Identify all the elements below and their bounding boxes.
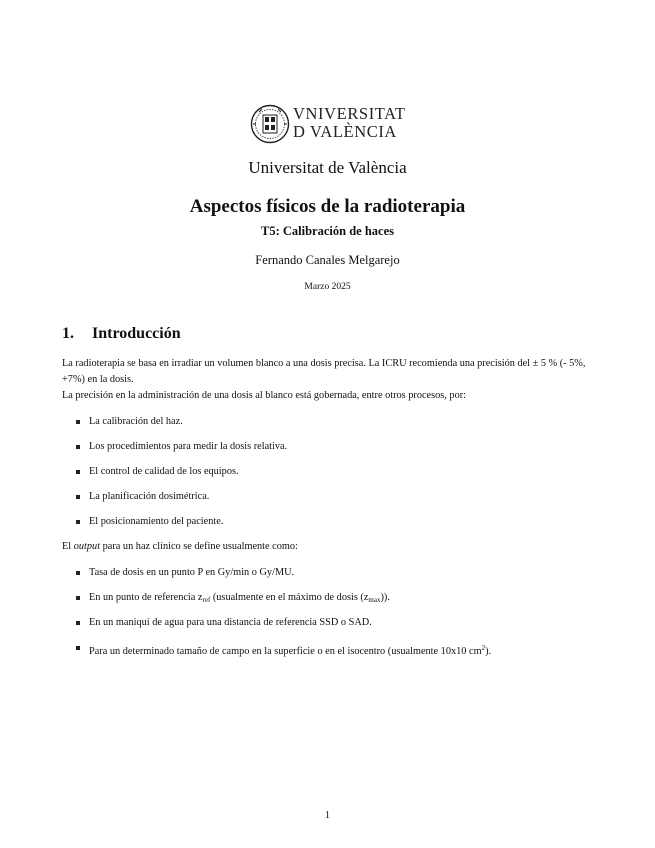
output-definition-list (76, 566, 616, 666)
list-item: La planificación dosimétrica. (76, 490, 616, 515)
paragraph-output-post: para un haz clínico se define usualmente como: (100, 541, 298, 552)
list-item-text: Para un determinado tamaño de campo en la superficie o en el isocentro (usualmente 10x10 cm (89, 646, 482, 657)
process-list (76, 415, 616, 540)
document-title: Aspectos físicos de la radioterapia (189, 196, 466, 217)
list-item (76, 616, 616, 641)
author-name: Fernando Canales Melgarejo (255, 253, 400, 267)
page-number: 1 (325, 810, 330, 821)
list-item-text: )). (380, 592, 390, 603)
superscript-2: 2 (481, 644, 486, 652)
paragraph-intro: La radioterapia se basa en irradiar un volumen blanco a una dosis precisa. La ICRU recomienda una precisión del ± 5 % (- 5%, +7%) en la dosis. (62, 358, 586, 385)
document-date: Marzo 2025 (304, 282, 351, 292)
paragraph-output-em: output (73, 541, 101, 552)
logo-line-1: VNIVERSITAT (293, 104, 406, 123)
subscript-max: max (368, 596, 381, 604)
list-item: La calibración del haz. (76, 415, 616, 440)
list-item-text: En un maniquí de agua para una distancia de referencia SSD o SAD. (89, 617, 372, 628)
logo-wordmark (293, 105, 406, 141)
section-title: Introducción (92, 325, 181, 342)
list-item-text: (usualmente en el máximo de dosis (z (210, 592, 369, 603)
list-item (76, 591, 616, 616)
university-seal-icon (250, 104, 290, 144)
list-item-text: ). (485, 646, 492, 657)
logo-line-2: D VALÈNCIA (293, 122, 397, 141)
list-item: El control de calidad de los equipos. (76, 465, 616, 490)
list-item-text: Tasa de dosis en un punto P en Gy/min o Gy/MU. (89, 567, 295, 578)
section-number: 1. (62, 325, 74, 342)
section-heading (62, 325, 181, 343)
list-item (76, 566, 616, 591)
subscript-ref: ref (202, 596, 211, 604)
document-subtitle: T5: Calibración de haces (261, 224, 394, 238)
paragraph-output (62, 539, 602, 555)
paragraph-output-pre: El (62, 541, 74, 552)
list-item: Los procedimientos para medir la dosis relativa. (76, 440, 616, 465)
list-item: El posicionamiento del paciente. (76, 515, 616, 540)
university-logo (250, 104, 410, 146)
paragraph-precision: La precisión en la administración de una dosis al blanco está gobernada, entre otros procesos, por: (62, 390, 467, 401)
list-item-text: En un punto de referencia z (89, 592, 203, 603)
university-name: Universitat de València (248, 158, 407, 177)
list-item (76, 641, 616, 666)
